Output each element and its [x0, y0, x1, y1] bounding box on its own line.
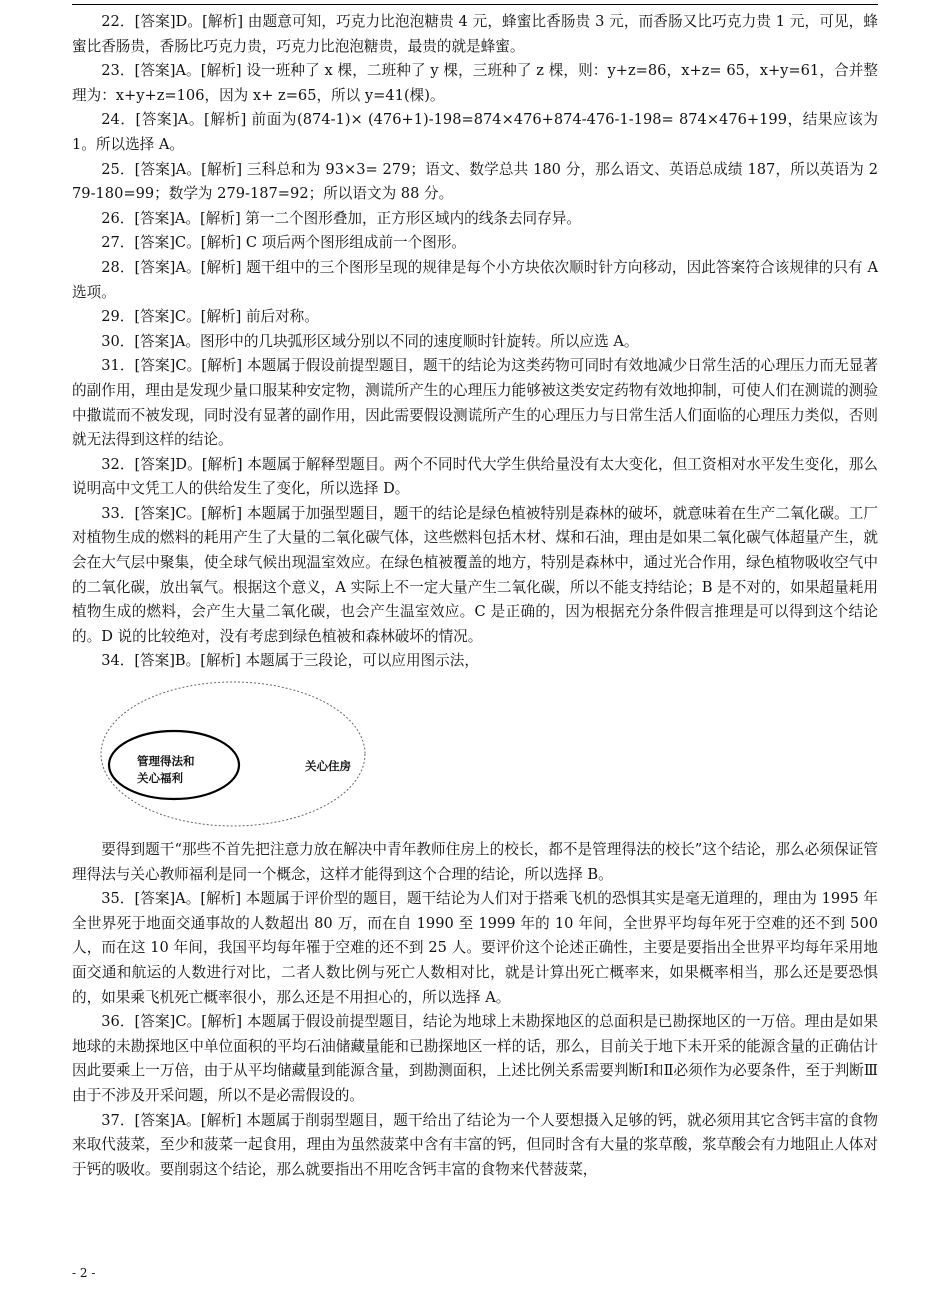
answer-29: 29．[答案]C。[解析] 前后对称。 — [101, 308, 319, 326]
top-rule — [72, 4, 878, 5]
answer-31: 31．[答案]C。[解析] 本题属于假设前提型题目，题干的结论为这类药物可同时有效地减少日常生活的心理压力而无显著的副作用，理由是发现少量口服某种安定物，测谎所产生的心理压力能够被这类安定药物有效地抑制，可使人们在测谎的测验中撒谎而不被发现，同时没有显著的副作用，因此需要假设测谎所产生的心理压力与日常生活人们面临的心理压力类似，否则就无法得到这样的结论。 — [72, 357, 878, 449]
answer-34: 34．[答案]B。[解析] 本题属于三段论，可以应用图示法， — [101, 652, 479, 670]
answer-27: 27．[答案]C。[解析] C 项后两个图形组成前一个图形。 — [101, 234, 467, 252]
venn-diagram — [100, 678, 878, 830]
inner-label — [137, 753, 195, 787]
answer-23: 23．[答案]A。[解析] 设一班种了 x 棵，二班种了 y 棵，三班种了 z 棵，则：y+z=86，x+z= 65，x+y=61，合并整理为：x+y+z=106，因为 x+ z=65，所以 y=41(棵)。 — [72, 62, 878, 104]
inner-label-line2: 关心福利 — [137, 771, 183, 786]
answer-33: 33．[答案]C。[解析] 本题属于加强型题目，题干的结论是绿色植被特别是森林的破坏，就意味着在生产二氧化碳。工厂对植物生成的燃料的耗用产生了大量的二氧化碳气体，这些燃料包括木材、煤和石油，理由是如果二氧化碳气体超量产生，就会在大气层中聚集，使全球气候出现温室效应。在绿色植被覆盖的地方，特别是森林中，通过光合作用，绿色植物吸收空气中的二氧化碳，放出氧气。根据这个意义，A 实际上不一定大量产生二氧化碳，所以不能支持结论；B 是不对的，如果超量耗用植物生成的燃料，会产生大量二氧化碳，也会产生温室效应。C 是正确的，因为根据充分条件假言推理是可以得到这个结论的。D 说的比较绝对，没有考虑到绿色植被和森林破坏的情况。 — [72, 504, 878, 645]
answer-24: 24．[答案]A。[解析] 前面为(874-1)× (476+1)-198=874×476+874-476-1-198= 874×476+199，结果应该为 1。所以选择 A。 — [72, 111, 878, 153]
outer-label: 关心住房 — [305, 759, 351, 774]
page-number: - 2 - — [72, 1266, 96, 1280]
answer-32: 32．[答案]D。[解析] 本题属于解释型题目。两个不同时代大学生供给量没有太大变化，但工资相对水平发生变化，那么说明高中文凭工人的供给发生了变化，所以选择 D。 — [72, 455, 878, 498]
answer-28: 28．[答案]A。[解析] 题干组中的三个图形呈现的规律是每个小方块依次顺时针方向移动，因此答案符合该规律的只有 A 选项。 — [72, 258, 878, 301]
document-body — [72, 10, 878, 1182]
answer-34-conclusion: 要得到题干“那些不首先把注意力放在解决中青年教师住房上的校长，都不是管理得法的校长”这个结论，那么必须保证管理得法与关心教师福利是同一个概念，这样才能得到这个合理的结论，所以选择 B。 — [72, 841, 878, 883]
answer-37: 37．[答案]A。[解析] 本题属于削弱型题目，题干给出了结论为一个人要想摄入足够的钙，就必须用其它含钙丰富的食物来取代菠菜，至少和菠菜一起食用，理由为虽然菠菜中含有丰富的钙，但同时含有大量的浆草酸，浆草酸会有力地阻止人体对于钙的吸收。要削弱这个结论，那么就要指出不用吃含钙丰富的食物来代替菠菜， — [72, 1111, 878, 1178]
answer-35: 35．[答案]A。[解析] 本题属于评价型的题目，题干结论为人们对于搭乘飞机的恐惧其实是毫无道理的，理由为 1995 年全世界死于地面交通事故的人数超出 80 万，而在自 1990 至 1999 年的 10 年间，全世界平均每年死于空难的还不到 500 人，而在这 10 年间，我国平均每年罹于空难的还不到 25 人。要评价这个论述正确性，主要是要指出全世界平均每年采用地面交通和航运的人数进行对比，二者人数比例与死亡人数相对比，就是计算出死亡概率来，如果概率相当，那么还是要恐惧的，如果乘飞机死亡概率很小，那么还是不用担心的，所以选择 A。 — [72, 890, 878, 1006]
inner-label-line1: 管理得法和 — [137, 754, 195, 769]
answer-25: 25．[答案]A。[解析] 三科总和为 93×3= 279；语文、数学总共 180 分，那么语文、英语总成绩 187，所以英语为 279-180=99；数学为 279-187=92；所以语文为 88 分。 — [72, 160, 878, 203]
answer-22: 22．[答案]D。[解析] 由题意可知，巧克力比泡泡糖贵 4 元，蜂蜜比香肠贵 3 元，而香肠又比巧克力贵 1 元，可见，蜂蜜比香肠贵，香肠比巧克力贵，巧克力比泡泡糖贵，最贵的就是蜂蜜。 — [72, 13, 878, 55]
answer-30: 30．[答案]A。图形中的几块弧形区域分别以不同的速度顺时针旋转。所以应选 A。 — [101, 332, 639, 350]
answer-36: 36．[答案]C。[解析] 本题属于假设前提型题目，结论为地球上未勘探地区的总面积是已勘探地区的一万倍。理由是如果地球的未勘探地区中单位面积的平均石油储藏量能和已勘探地区一样的话，那么，目前关于地下未开采的能源含量的正确估计因此要乘上一万倍，由于从平均储藏量到能源含量，到勘测面积，上述比例关系需要判断Ⅰ和Ⅱ必须作为必要条件，至于判断Ⅲ由于不涉及开采问题，所以不是必需假设的。 — [72, 1013, 878, 1104]
answer-26: 26．[答案]A。[解析] 第一二个图形叠加，正方形区域内的线条去同存异。 — [101, 209, 581, 227]
